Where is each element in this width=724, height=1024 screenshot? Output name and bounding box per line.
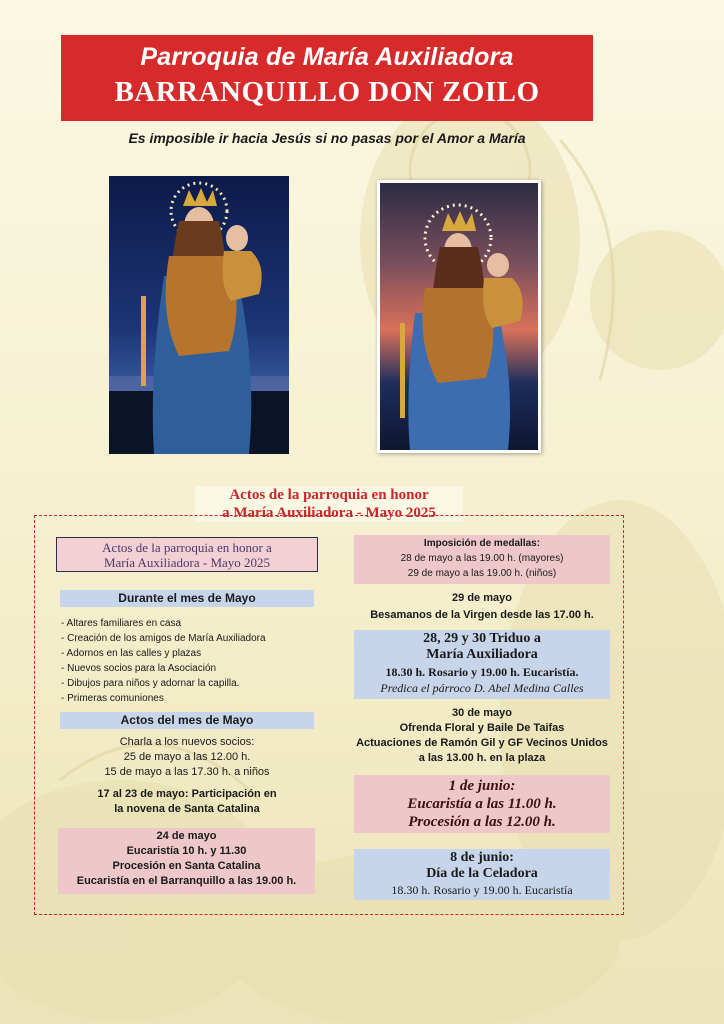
list-item: - Adornos en las calles y plazas: [61, 648, 202, 659]
list-item: - Dibujos para niños y adornar la capilla.: [61, 678, 240, 689]
junio8-block: [354, 849, 610, 900]
mayo24-line2: Procesión en Santa Catalina: [112, 860, 261, 872]
actos-header: Actos del mes de Mayo: [60, 712, 314, 729]
novena-block: [60, 787, 314, 817]
junio8-line2: 18.30 h. Rosario y 19.00 h. Eucaristía: [391, 883, 573, 897]
medallas-title: Imposición de medallas:: [423, 538, 541, 549]
medallas-line1: 28 de mayo a las 19.00 h. (mayores): [400, 553, 564, 564]
durante-list: [61, 616, 316, 706]
section-title-line2: a María Auxiliadora - Mayo 2025: [222, 505, 436, 521]
novena-line2: la novena de Santa Catalina: [114, 803, 260, 815]
besamanos-block: [354, 590, 610, 624]
list-item: - Nuevos socios para la Asociación: [61, 663, 217, 674]
boxed-title-line1: Actos de la parroquia en honor a: [102, 540, 272, 555]
parish-header: [61, 35, 593, 121]
triduo-title2: María Auxiliadora: [426, 647, 538, 662]
triduo-line2: Predica el párroco D. Abel Medina Calles: [380, 681, 584, 695]
triduo-title1: 28, 29 y 30 Triduo a: [423, 631, 541, 646]
besamanos-line1: Besamanos de la Virgen desde las 17.00 h.: [370, 609, 594, 621]
junio8-line1: Día de la Celadora: [426, 866, 538, 881]
besamanos-title: 29 de mayo: [452, 592, 512, 604]
charla-line2: 15 de mayo a las 17.30 h. a niños: [104, 766, 270, 778]
mayo24-line3: Eucaristía en el Barranquillo a las 19.00 h.: [76, 875, 297, 887]
statue-image-right: [377, 180, 541, 453]
statue-image-left: [109, 176, 289, 454]
charla-title: Charla a los nuevos socios:: [119, 736, 255, 748]
parish-name: Parroquia de María Auxiliadora: [140, 43, 514, 71]
junio1-line2: Procesión a las 12.00 h.: [408, 814, 556, 830]
section-title-line1: Actos de la parroquia en honor: [229, 487, 429, 503]
parish-location: BARRANQUILLO DON ZOILO: [114, 76, 540, 108]
triduo-line1: 18.30 h. Rosario y 19.00 h. Eucaristía.: [385, 665, 579, 679]
motto: Es imposible ir hacia Jesús si no pasas por el Amor a María: [128, 130, 526, 146]
junio1-title: 1 de junio:: [448, 778, 516, 794]
ofrenda-block: [354, 706, 610, 766]
charla-block: [60, 735, 314, 780]
junio1-line1: Eucaristía a las 11.00 h.: [407, 796, 557, 812]
list-item: - Primeras comuniones: [61, 693, 164, 704]
junio1-block: [354, 775, 610, 833]
list-item: - Creación de los amigos de María Auxiliadora: [61, 633, 266, 644]
mayo24-line1: Eucaristía 10 h. y 11.30: [126, 845, 247, 857]
novena-line1: 17 al 23 de mayo: Participación en: [97, 788, 277, 800]
junio8-title: 8 de junio:: [450, 850, 514, 865]
boxed-title-line2: María Auxiliadora - Mayo 2025: [103, 555, 271, 570]
ofrenda-line2: Actuaciones de Ramón Gil y GF Vecinos Unidos: [356, 737, 608, 749]
list-item: - Altares familiares en casa: [61, 618, 182, 629]
ofrenda-line3: a las 13.00 h. en la plaza: [418, 752, 546, 764]
mayo24-block: [58, 828, 315, 894]
medallas-block: [354, 535, 610, 584]
durante-header: Durante el mes de Mayo: [60, 590, 314, 607]
ofrenda-line1: Ofrenda Floral y Baile De Taifas: [399, 722, 565, 734]
charla-line1: 25 de mayo a las 12.00 h.: [123, 751, 251, 763]
medallas-line2: 29 de mayo a las 19.00 h. (niños): [407, 568, 557, 579]
ofrenda-title: 30 de mayo: [452, 707, 512, 719]
triduo-block: [354, 630, 610, 699]
mayo24-title: 24 de mayo: [156, 830, 217, 842]
boxed-title: [56, 537, 318, 572]
